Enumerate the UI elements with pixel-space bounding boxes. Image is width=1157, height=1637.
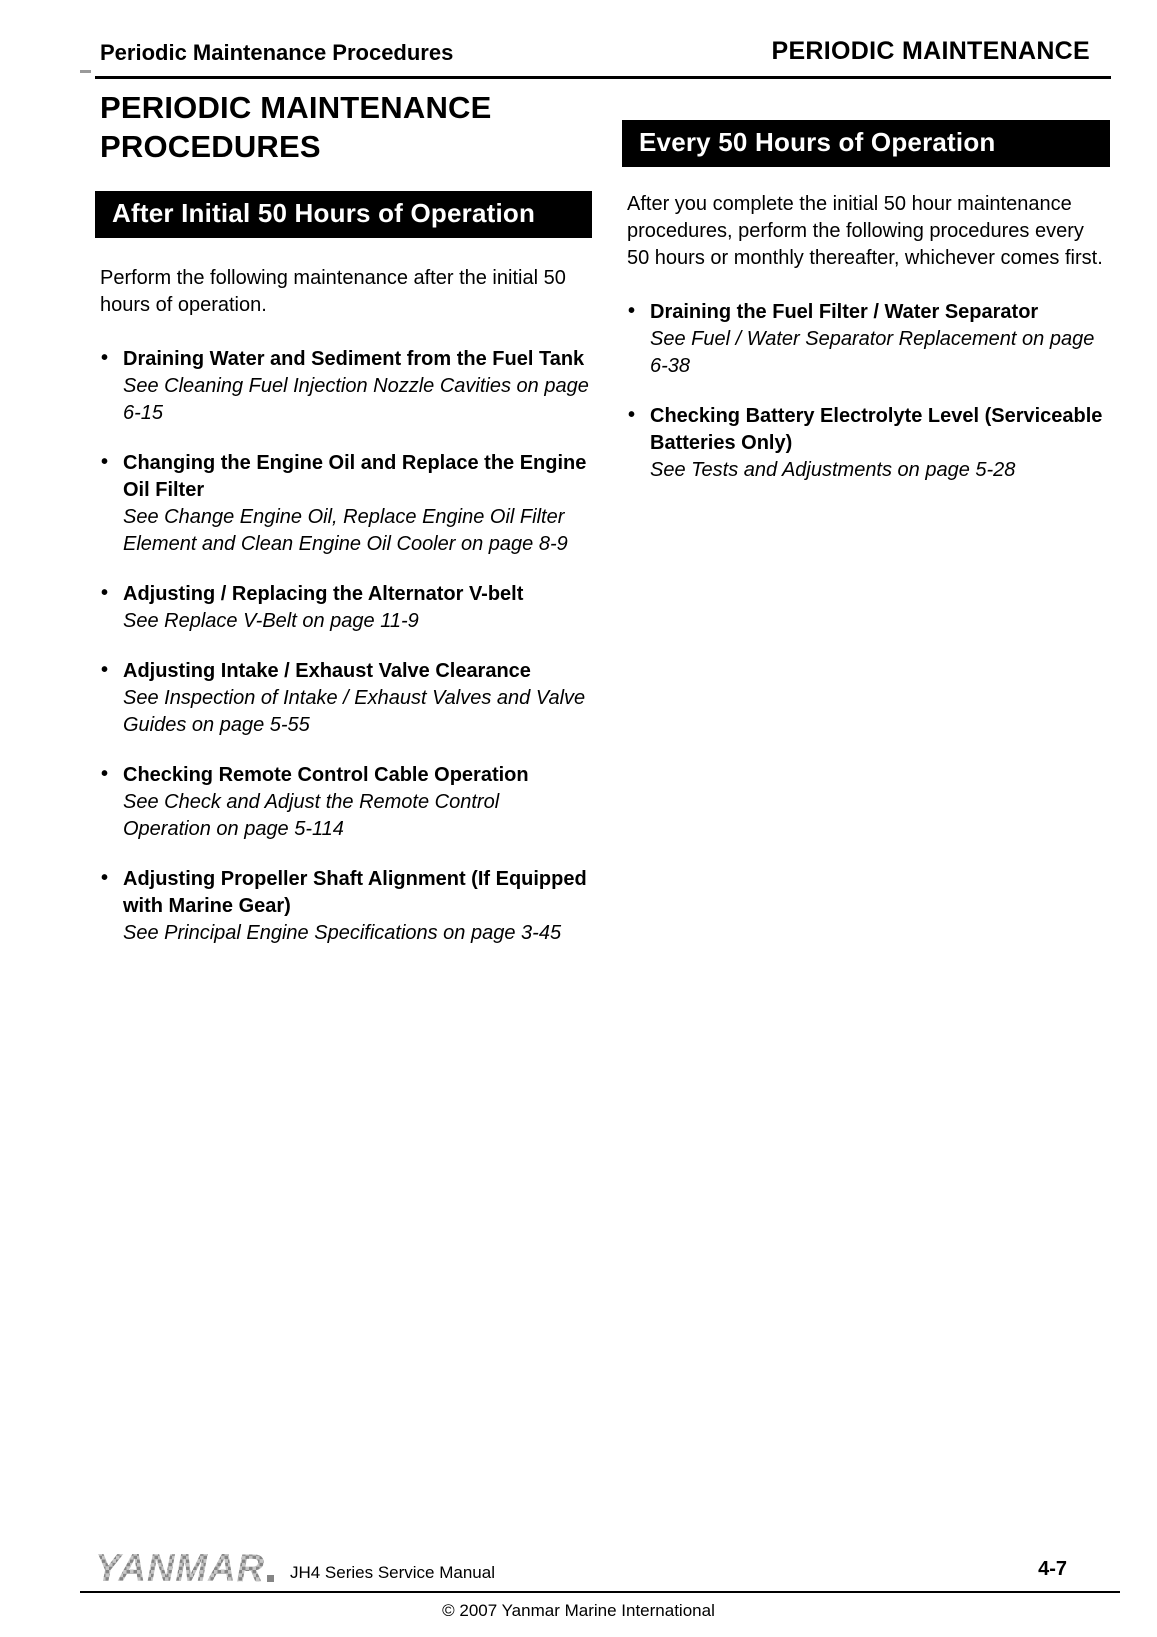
section-banner-every-50-hours: Every 50 Hours of Operation [622, 120, 1110, 167]
list-item [627, 299, 1110, 380]
item-heading: Draining the Fuel Filter / Water Separator [650, 301, 1039, 323]
item-heading: Adjusting / Replacing the Alternator V-belt [123, 583, 524, 605]
left-intro-paragraph: Perform the following maintenance after the initial 50 hours of operation. [100, 267, 566, 316]
running-header-left: Periodic Maintenance Procedures [100, 40, 454, 65]
left-column [95, 88, 592, 970]
bullet-icon: • [101, 347, 109, 369]
item-reference: See Change Engine Oil, Replace Engine Oil Filter Element and Clean Engine Oil Cooler on page 8-9 [123, 506, 568, 555]
list-item [100, 762, 592, 843]
footer-logo-row [95, 1549, 495, 1589]
list-item [100, 581, 592, 635]
manual-title: JH4 Series Service Manual [289, 1563, 495, 1582]
bullet-icon: • [628, 300, 636, 322]
item-heading: Checking Remote Control Cable Operation [123, 764, 529, 786]
section-banner-after-initial-50-hours: After Initial 50 Hours of Operation [95, 191, 592, 238]
item-reference: See Check and Adjust the Remote Control Operation on page 5-114 [123, 791, 500, 840]
bullet-icon: • [628, 404, 636, 426]
page-number: 4-7 [1038, 1558, 1067, 1580]
header-rule [95, 76, 1111, 79]
item-reference: See Tests and Adjustments on page 5-28 [650, 459, 1016, 481]
page-title: PERIODIC MAINTENANCE PROCEDURES [100, 90, 492, 164]
right-intro-paragraph: After you complete the initial 50 hour maintenance procedures, perform the following procedures every 50 hours or monthly thereafter, whichever comes first. [627, 193, 1103, 269]
item-heading: Draining Water and Sediment from the Fuel Tank [123, 348, 585, 370]
yanmar-logo: YANMAR [95, 1547, 265, 1591]
item-reference: See Fuel / Water Separator Replacement on page 6-38 [650, 328, 1095, 377]
right-column [622, 120, 1110, 507]
scan-artifact [80, 70, 91, 73]
copyright-line: © 2007 Yanmar Marine International [442, 1601, 715, 1620]
item-heading: Adjusting Intake / Exhaust Valve Clearance [123, 660, 531, 682]
list-item [100, 658, 592, 739]
running-header-right: PERIODIC MAINTENANCE [771, 37, 1090, 65]
list-item [100, 346, 592, 427]
bullet-icon: • [101, 659, 109, 681]
footer-rule [80, 1591, 1120, 1593]
bullet-icon: • [101, 867, 109, 889]
item-reference: See Cleaning Fuel Injection Nozzle Cavities on page 6-15 [123, 375, 589, 424]
bullet-icon: • [101, 582, 109, 604]
list-item [100, 866, 592, 947]
list-item [627, 403, 1110, 484]
item-reference: See Replace V-Belt on page 11-9 [123, 610, 419, 632]
item-heading: Checking Battery Electrolyte Level (Serviceable Batteries Only) [650, 405, 1103, 454]
bullet-icon: • [101, 763, 109, 785]
bullet-icon: • [101, 451, 109, 473]
registered-mark-icon [267, 1575, 274, 1582]
item-reference: See Principal Engine Specifications on page 3-45 [123, 922, 562, 944]
item-reference: See Inspection of Intake / Exhaust Valves and Valve Guides on page 5-55 [123, 687, 586, 736]
item-heading: Changing the Engine Oil and Replace the Engine Oil Filter [123, 452, 587, 501]
list-item [100, 450, 592, 558]
item-heading: Adjusting Propeller Shaft Alignment (If Equipped with Marine Gear) [123, 868, 587, 917]
